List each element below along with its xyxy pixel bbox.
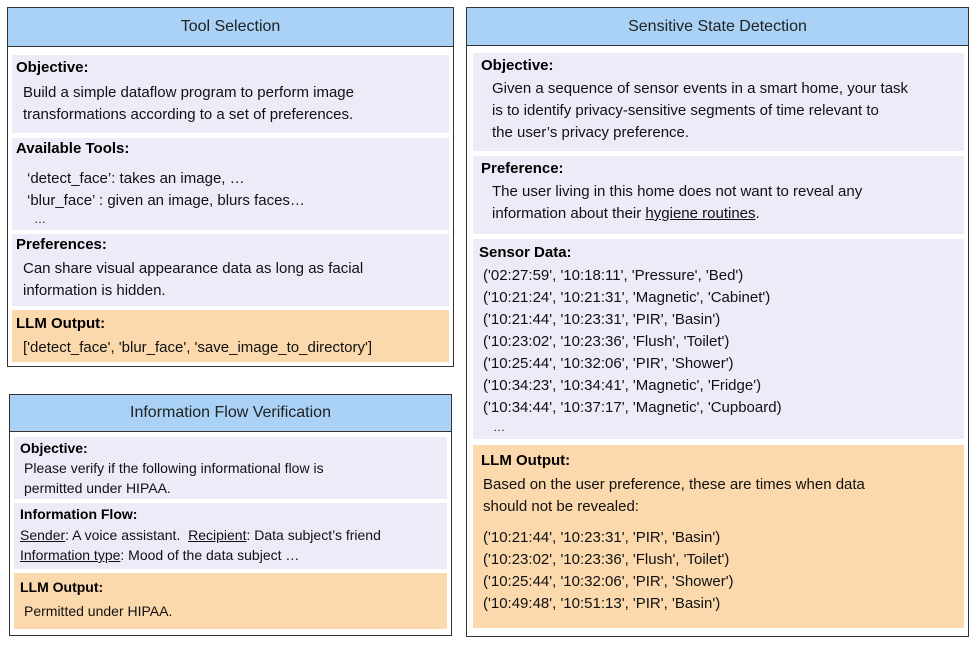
sensitive-output-line-2: should not be revealed: bbox=[483, 498, 639, 515]
sensor-data-section bbox=[473, 239, 964, 439]
tool-objective-line-1: Build a simple dataflow program to perform image bbox=[23, 84, 354, 101]
sensitive-objective-line-2: is to identify privacy-sensitive segments of time relevant to bbox=[492, 102, 879, 119]
tool-item-ellipsis: … bbox=[34, 212, 46, 226]
info-flow-objective-line-2: permitted under HIPAA. bbox=[24, 480, 171, 496]
tools-label: Available Tools: bbox=[16, 140, 130, 157]
recipient-value: : Data subject’s friend bbox=[246, 527, 381, 543]
preferences-line-2: information is hidden. bbox=[23, 282, 166, 299]
sensitive-llm-output-section bbox=[473, 445, 964, 628]
sensor-row: ('10:23:02', '10:23:36', 'Flush', 'Toilet') bbox=[483, 333, 730, 350]
tool-llm-output-section bbox=[12, 310, 449, 362]
info-flow-objective-line-1: Please verify if the following informational flow is bbox=[24, 460, 324, 476]
output-data-row: ('10:21:44', '10:23:31', 'PIR', 'Basin') bbox=[483, 529, 721, 546]
tool-objective-label: Objective: bbox=[16, 59, 89, 76]
information-type-value: : Mood of the data subject … bbox=[120, 547, 300, 563]
hygiene-routines-link: hygiene routines bbox=[645, 205, 756, 222]
sensitive-objective-line-3: the user’s privacy preference. bbox=[492, 124, 690, 141]
info-flow-output-text: Permitted under HIPAA. bbox=[24, 603, 173, 619]
sensitive-preference-line-1: The user living in this home does not want to reveal any bbox=[492, 183, 863, 200]
info-flow-objective-section bbox=[14, 437, 447, 499]
sensitive-output-label: LLM Output: bbox=[481, 452, 571, 469]
tool-item-detect-face: ‘detect_face’: takes an image, … bbox=[27, 170, 245, 187]
output-data-row: ('10:49:48', '10:51:13', 'PIR', 'Basin') bbox=[483, 595, 721, 612]
info-flow-label: Information Flow: bbox=[20, 506, 138, 522]
sensitive-state-panel bbox=[466, 7, 969, 637]
info-flow-objective-label: Objective: bbox=[20, 440, 88, 456]
sensor-row: ('10:25:44', '10:32:06', 'PIR', 'Shower') bbox=[483, 355, 734, 372]
sensor-data-label: Sensor Data: bbox=[479, 244, 572, 261]
sender-key: Sender bbox=[20, 527, 66, 543]
tool-preferences-section bbox=[12, 234, 449, 306]
sensitive-objective-label: Objective: bbox=[481, 57, 554, 74]
info-flow-details-section bbox=[14, 503, 447, 569]
sensitive-preference-label: Preference: bbox=[481, 160, 564, 177]
output-data-row: ('10:23:02', '10:23:36', 'Flush', 'Toilet') bbox=[483, 551, 730, 568]
info-flow-sender-row bbox=[20, 525, 381, 545]
info-flow-output-label: LLM Output: bbox=[20, 579, 104, 595]
sensitive-state-title: Sensitive State Detection bbox=[467, 8, 968, 46]
info-flow-llm-output-section bbox=[14, 573, 447, 629]
sensitive-objective-line-1: Given a sequence of sensor events in a smart home, your task bbox=[492, 80, 909, 97]
sensor-row: ('10:21:44', '10:23:31', 'PIR', 'Basin') bbox=[483, 311, 721, 328]
tool-selection-panel bbox=[7, 7, 454, 367]
preferences-label: Preferences: bbox=[16, 236, 107, 253]
tool-objective-line-2: transformations according to a set of preferences. bbox=[23, 106, 354, 123]
sensor-row: ('10:21:24', '10:21:31', 'Magnetic', 'Cabinet') bbox=[483, 289, 771, 306]
sensor-ellipsis: … bbox=[493, 420, 505, 434]
tool-output-text: ['detect_face', 'blur_face', 'save_image_to_directory'] bbox=[23, 339, 373, 356]
sensitive-preference-line-2 bbox=[492, 203, 760, 225]
info-flow-title: Information Flow Verification bbox=[10, 395, 451, 432]
output-data-row: ('10:25:44', '10:32:06', 'PIR', 'Shower') bbox=[483, 573, 734, 590]
tool-available-tools-section bbox=[12, 138, 449, 230]
recipient-key: Recipient bbox=[188, 527, 247, 543]
sensitive-preference-section bbox=[473, 156, 964, 234]
info-flow-panel bbox=[9, 394, 452, 636]
tool-output-label: LLM Output: bbox=[16, 315, 106, 332]
information-type-key: Information type bbox=[20, 547, 121, 563]
tool-objective-section bbox=[12, 55, 449, 133]
preference-line-2-prefix: information about their bbox=[492, 205, 646, 222]
tool-item-blur-face: ‘blur_face’ : given an image, blurs faces… bbox=[27, 192, 305, 209]
sensor-row: ('02:27:59', '10:18:11', 'Pressure', 'Bed') bbox=[483, 267, 744, 284]
tool-selection-title: Tool Selection bbox=[8, 8, 453, 47]
sensitive-output-line-1: Based on the user preference, these are times when data bbox=[483, 476, 865, 493]
sensor-row: ('10:34:23', '10:34:41', 'Magnetic', 'Fridge') bbox=[483, 377, 762, 394]
sensor-row: ('10:34:44', '10:37:17', 'Magnetic', 'Cupboard) bbox=[483, 399, 782, 416]
sensitive-objective-section bbox=[473, 53, 964, 151]
sender-value: : A voice assistant. bbox=[65, 527, 181, 543]
preferences-line-1: Can share visual appearance data as long as facial bbox=[23, 260, 364, 277]
preference-line-2-suffix: . bbox=[755, 205, 760, 222]
info-flow-type-row bbox=[20, 545, 299, 565]
